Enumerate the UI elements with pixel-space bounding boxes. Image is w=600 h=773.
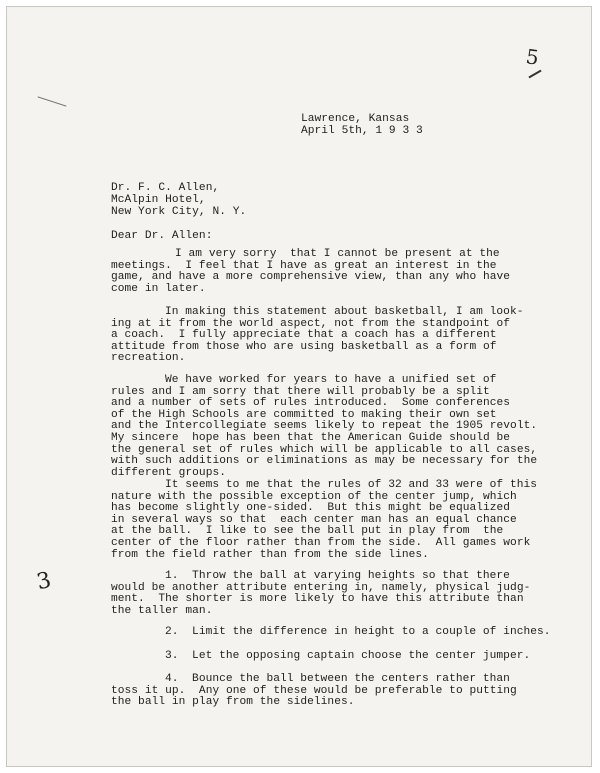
list-item-1 — [111, 571, 530, 617]
line: 4. Bounce the ball between the centers rather than — [165, 673, 510, 685]
line: different groups. — [111, 466, 226, 479]
line: 3. Let the opposing captain choose the center jumper. — [165, 650, 531, 662]
line: ment. The shorter is more likely to have this attribute than — [111, 593, 524, 606]
line: the ball in play from the sidelines. — [111, 696, 355, 709]
line: rules and I am sorry that there will probably be a split — [111, 385, 490, 398]
line: the taller man. — [111, 604, 213, 617]
line: meetings. I feel that I have as great an interest in the — [111, 259, 497, 272]
paragraph-4 — [111, 480, 537, 561]
line: and a number of sets of rules introduced. Some conferences — [111, 397, 511, 410]
line: In making this statement about basketball, I am look- — [165, 306, 524, 318]
line: center of the floor rather than from the side. All games work — [111, 536, 531, 549]
line: game, and have a more comprehensive view, than any who have — [111, 271, 511, 284]
letter-place: Lawrence, Kansas — [301, 113, 410, 125]
handwritten-dash-mark — [528, 70, 541, 79]
line: attitude from those who are using basketball as a form of — [111, 340, 497, 353]
line: of the High Schools are committed to making their own set — [111, 408, 497, 421]
line: My sincere hope has been that the American Guide should be — [111, 431, 511, 444]
handwritten-margin-number: 3 — [34, 567, 54, 596]
line: ing at it from the world aspect, not from the standpoint of — [111, 317, 511, 330]
line: It seems to me that the rules of 32 and 33 were of this — [165, 479, 537, 491]
letter-date: April 5th, 1 9 3 3 — [301, 125, 423, 137]
line: would be another attribute entering in, namely, physical judg- — [111, 581, 531, 594]
line: from the field rather than from the side lines. — [111, 548, 429, 561]
line: come in later. — [111, 282, 206, 295]
list-item-4 — [111, 674, 517, 709]
list-item-2 — [111, 627, 551, 639]
line: 1. Throw the ball at varying heights so that there — [165, 570, 510, 582]
line: and the Intercollegiate seems likely to repeat the 1905 revolt. — [111, 420, 538, 433]
line: the general set of rules which will be applicable to all cases, — [111, 443, 538, 456]
recipient-city: New York City, N. Y. — [111, 206, 247, 218]
recipient-name: Dr. F. C. Allen, — [111, 182, 220, 194]
line: a coach. I fully appreciate that a coach has a different — [111, 329, 497, 342]
pencil-stray-mark — [38, 96, 67, 106]
line: nature with the possible exception of the center jump, which — [111, 490, 517, 503]
letter-page — [6, 6, 592, 767]
line: I am very sorry that I cannot be present at the — [175, 248, 500, 260]
line: at the ball. I like to see the ball put in play from the — [111, 525, 504, 538]
list-item-3 — [111, 651, 530, 663]
salutation: Dear Dr. Allen: — [111, 230, 213, 242]
line: in several ways so that each center man has an equal chance — [111, 513, 517, 526]
paragraph-3 — [111, 375, 537, 479]
paragraph-2 — [111, 307, 523, 365]
line: with such additions or eliminations as may be necessary for the — [111, 455, 538, 468]
line: 2. Limit the difference in height to a couple of inches. — [165, 626, 551, 638]
line: We have worked for years to have a unified set of — [165, 374, 497, 386]
line: has become slightly one-sided. But this might be equalized — [111, 502, 511, 515]
recipient-hotel: McAlpin Hotel, — [111, 194, 206, 206]
line: recreation. — [111, 352, 186, 365]
handwritten-number-top: 5 — [524, 44, 541, 70]
paragraph-1 — [111, 249, 510, 295]
line: toss it up. Any one of these would be preferable to putting — [111, 684, 517, 697]
